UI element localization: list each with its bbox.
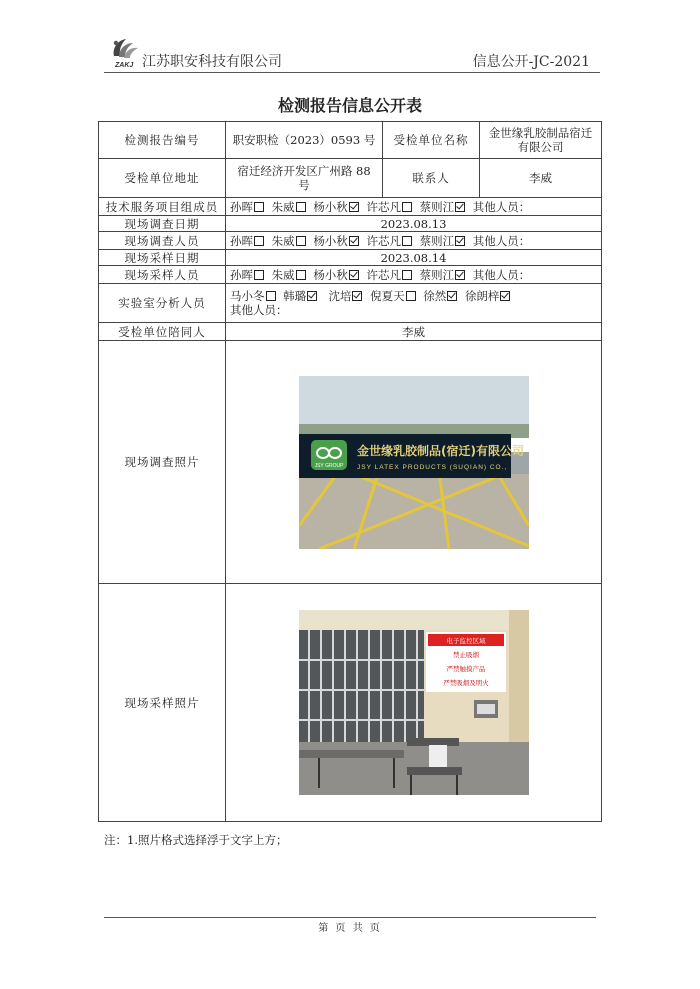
page-number: 第 页 共 页	[318, 923, 382, 934]
svg-text:金世缘乳胶制品(宿迁)有限公司: 金世缘乳胶制品(宿迁)有限公司	[356, 443, 524, 458]
person-name: 杨小秋	[313, 199, 348, 214]
other-persons-label: 其他人员：	[472, 233, 531, 248]
checkbox	[254, 236, 264, 246]
survey-date-label: 现场调查日期	[99, 216, 226, 232]
table-row	[99, 122, 602, 159]
person-name: 朱威	[271, 233, 295, 248]
survey-staff-label: 现场调查人员	[99, 232, 226, 250]
checkbox-checked	[455, 236, 465, 246]
checkbox-checked	[447, 291, 457, 301]
table-row	[99, 159, 602, 198]
person-name: 徐然	[423, 289, 447, 303]
table-row	[99, 584, 602, 822]
footer-divider	[104, 917, 596, 918]
sampling-site-photo	[299, 610, 529, 795]
svg-text:禁止吸烟: 禁止吸烟	[452, 651, 479, 659]
checkbox	[402, 236, 412, 246]
address-value: 宿迁经济开发区广州路 88 号	[226, 159, 383, 198]
person-name: 杨小秋	[313, 267, 348, 282]
checkbox-checked	[349, 236, 359, 246]
sampling-date-value: 2023.08.14	[226, 250, 602, 266]
person-name: 沈培	[328, 289, 352, 303]
other-persons-label: 其他人员：	[472, 267, 531, 282]
person-name: 许芯凡	[366, 199, 401, 214]
svg-text:严禁触摸产品: 严禁触摸产品	[446, 665, 485, 673]
checkbox-checked	[455, 270, 465, 280]
survey-staff	[226, 232, 602, 250]
svg-text:JSY GROUP: JSY GROUP	[314, 462, 343, 469]
contact-value: 李威	[480, 159, 602, 198]
table-row	[99, 323, 602, 341]
person-name: 孙晖	[230, 199, 253, 214]
person-name: 杨小秋	[313, 233, 348, 248]
person-name: 许芯凡	[366, 233, 401, 248]
other-persons-label: 其他人员：	[472, 199, 531, 214]
survey-photo-cell	[226, 341, 602, 584]
checkbox	[296, 236, 306, 246]
checkbox	[402, 270, 412, 280]
person-name: 孙晖	[230, 267, 253, 282]
checkbox-checked	[455, 202, 465, 212]
person-name: 马小冬	[230, 289, 265, 303]
survey-photo-label: 现场调查照片	[99, 341, 226, 584]
sampling-photo-cell	[226, 584, 602, 822]
svg-text:ZAKJ: ZAKJ	[115, 62, 134, 69]
checkbox	[406, 291, 416, 301]
checkbox-checked	[349, 202, 359, 212]
table-row	[99, 232, 602, 250]
checkbox-checked	[352, 291, 362, 301]
escort-value: 李威	[226, 323, 602, 341]
sampling-date-label: 现场采样日期	[99, 250, 226, 266]
svg-text:严禁吸烟及明火: 严禁吸烟及明火	[442, 679, 489, 687]
report-no-value: 职安职检（2023）0593 号	[226, 122, 383, 159]
lab-other-label: 其他人员：	[230, 303, 288, 317]
page-title: 检测报告信息公开表	[277, 96, 422, 115]
footnote: 注：1.照片格式选择浮于文字上方；	[104, 833, 288, 847]
checkbox-checked	[307, 291, 317, 301]
person-name: 许芯凡	[366, 267, 401, 282]
table-row	[99, 250, 602, 266]
factory-gate-photo	[299, 376, 529, 549]
survey-date-value: 2023.08.13	[226, 216, 602, 232]
person-name: 朱威	[271, 199, 295, 214]
team-members	[226, 198, 602, 216]
table-row	[99, 284, 602, 323]
table-row	[99, 198, 602, 216]
table-row	[99, 266, 602, 284]
company-name: 江苏职安科技有限公司	[142, 54, 282, 70]
contact-label: 联系人	[383, 159, 480, 198]
person-name: 韩璐	[283, 289, 307, 303]
lab-label: 实验室分析人员	[99, 284, 226, 323]
checkbox	[296, 270, 306, 280]
company-logo	[106, 34, 142, 70]
person-name: 孙晖	[230, 233, 253, 248]
unit-name-value: 金世缘乳胶制品宿迁有限公司	[480, 122, 602, 159]
unit-name-label: 受检单位名称	[383, 122, 480, 159]
checkbox-checked	[349, 270, 359, 280]
person-name: 蔡则江	[419, 267, 455, 282]
checkbox	[254, 202, 264, 212]
sampling-staff	[226, 266, 602, 284]
report-table	[98, 121, 602, 822]
checkbox-checked	[500, 291, 510, 301]
person-name: 倪夏天	[370, 289, 405, 303]
sampling-staff-label: 现场采样人员	[99, 266, 226, 284]
checkbox	[402, 202, 412, 212]
svg-text:电子监控区域: 电子监控区域	[446, 637, 485, 645]
person-name: 蔡则江	[419, 233, 455, 248]
report-no-label: 检测报告编号	[99, 122, 226, 159]
address-label: 受检单位地址	[99, 159, 226, 198]
team-label: 技术服务项目组成员	[99, 198, 226, 216]
checkbox	[254, 270, 264, 280]
checkbox	[296, 202, 306, 212]
page-header	[104, 34, 600, 73]
person-name: 蔡则江	[419, 199, 455, 214]
svg-text:JSY LATEX PRODUCTS (SUQIAN) CO: JSY LATEX PRODUCTS (SUQIAN) CO.,	[356, 463, 507, 471]
lab-staff	[226, 284, 602, 323]
person-name: 徐朗梓	[464, 289, 500, 303]
table-row	[99, 216, 602, 232]
document-code: 信息公开-JC-2021	[472, 54, 590, 70]
sampling-photo-label: 现场采样照片	[99, 584, 226, 822]
escort-label: 受检单位陪同人	[99, 323, 226, 341]
person-name: 朱威	[271, 267, 295, 282]
checkbox	[266, 291, 276, 301]
table-row	[99, 341, 602, 584]
